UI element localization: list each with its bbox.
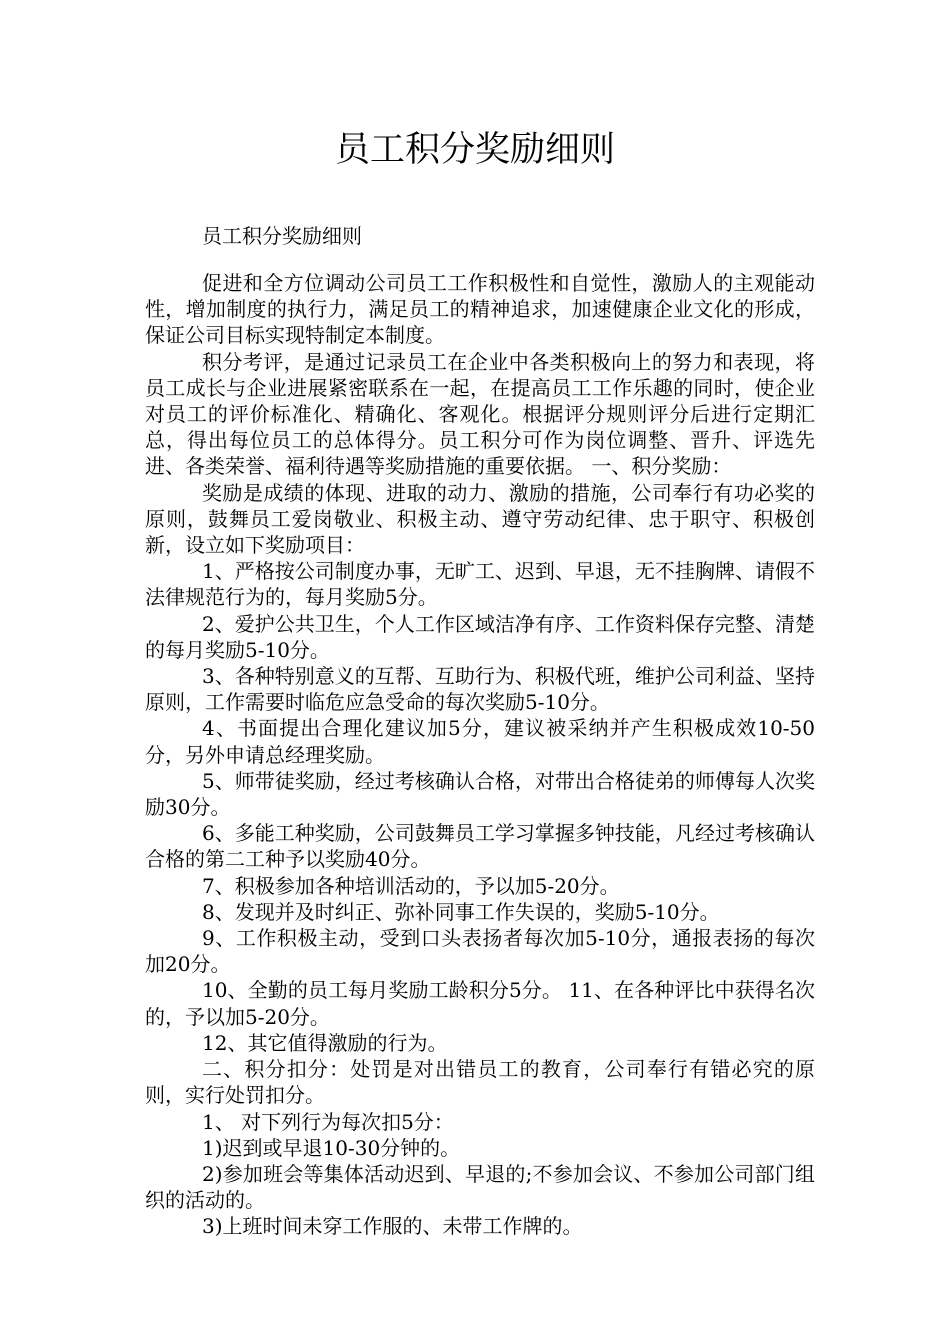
- document-body: [145, 270, 815, 1240]
- paragraph: 奖励是成绩的体现、进取的动力、激励的措施，公司奉行有功必奖的原则，鼓舞员工爱岗敬业、积极主动、遵守劳动纪律、忠于职守、积极创新，设立如下奖励项目：: [145, 480, 815, 558]
- paragraph: 7、积极参加各种培训活动的，予以加5-20分。: [202, 873, 620, 898]
- paragraph: 10、全勤的员工每月奖励工龄积分5分。 11、在各种评比中获得名次的，予以加5-20分。: [145, 978, 815, 1029]
- paragraph: 促进和全方位调动公司员工工作积极性和自觉性，激励人的主观能动性，增加制度的执行力，满足员工的精神追求，加速健康企业文化的形成，保证公司目标实现特制定本制度。: [145, 271, 815, 348]
- paragraph: 积分考评，是通过记录员工在企业中各类积极向上的努力和表现，将员工成长与企业进展紧密联系在一起，在提高员工工作乐趣的同时，使企业对员工的评价标准化、精确化、客观化。根据评分规则评分后进行定期汇总，得出每位员工的总体得分。员工积分可作为岗位调整、晋升、评选先进、各类荣誉、福利待遇等奖励措施的重要依据。 一、积分奖励：: [145, 349, 815, 479]
- paragraph: 8、发现并及时纠正、弥补同事工作失误的，奖励5-10分。: [202, 899, 720, 924]
- paragraph: 2)参加班会等集体活动迟到、早退的;不参加会议、不参加公司部门组织的活动的。: [145, 1161, 815, 1213]
- document-title: 员工积分奖励细则: [334, 130, 615, 170]
- paragraph: 3)上班时间未穿工作服的、未带工作牌的。: [202, 1214, 583, 1239]
- paragraph: 9、工作积极主动，受到口头表扬者每次加5-10分，通报表扬的每次加20分。: [145, 926, 815, 977]
- paragraph: 12、其它值得激励的行为。: [202, 1030, 448, 1055]
- paragraph: 1)迟到或早退10-30分钟的。: [202, 1135, 461, 1160]
- paragraph: 6、多能工种奖励，公司鼓舞员工学习掌握多钟技能，凡经过考核确认合格的第二工种予以奖励40分。: [145, 821, 815, 872]
- paragraph: 5、师带徒奖励，经过考核确认合格，对带出合格徒弟的师傅每人次奖励30分。: [145, 768, 815, 820]
- paragraph: 4、书面提出合理化建议加5分，建议被采纳并产生积极成效10-50分，另外申请总经理奖励。: [145, 716, 815, 767]
- paragraph: 1、严格按公司制度办事，无旷工、迟到、早退，无不挂胸牌、请假不法律规范行为的，每月奖励5分。: [145, 559, 815, 610]
- paragraph: 1、 对下列行为每次扣5分：: [202, 1109, 454, 1134]
- paragraph: 2、爱护公共卫生，个人工作区域洁净有序、工作资料保存完整、清楚的每月奖励5-10分。: [145, 611, 815, 662]
- paragraph: 3、各种特别意义的互帮、互助行为、积极代班，维护公司利益、坚持原则，工作需要时临危应急受命的每次奖励5-10分。: [145, 664, 815, 715]
- document-subtitle: 员工积分奖励细则: [202, 224, 362, 248]
- paragraph: 二、积分扣分：处罚是对出错员工的教育，公司奉行有错必究的原则，实行处罚扣分。: [145, 1057, 815, 1108]
